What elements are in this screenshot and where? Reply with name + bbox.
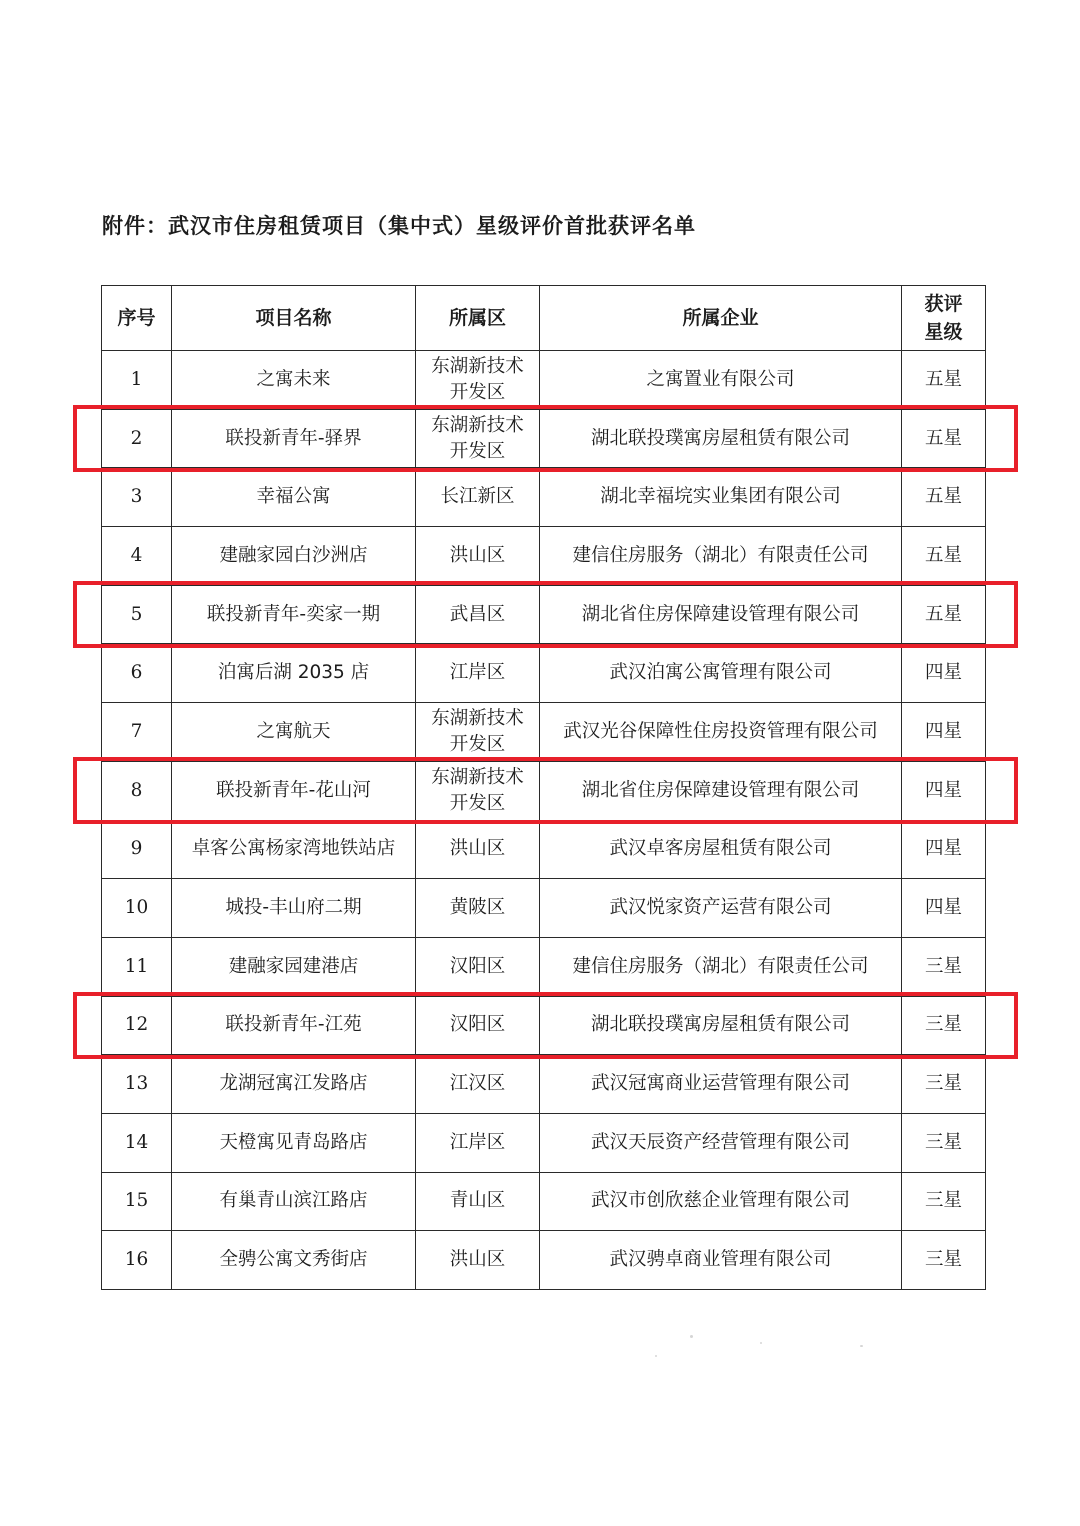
row-district: 黄陂区	[416, 879, 540, 938]
table-row	[102, 1172, 986, 1231]
table-row	[102, 468, 986, 527]
table-body	[102, 351, 986, 1290]
row-project-name: 泊寓后湖 2035 店	[172, 644, 416, 703]
table-row	[102, 1231, 986, 1290]
row-serial-number: 16	[102, 1231, 172, 1290]
row-enterprise: 建信住房服务（湖北）有限责任公司	[540, 527, 902, 586]
row-star-rating: 四星	[902, 703, 986, 762]
scan-speck	[760, 1342, 762, 1344]
row-enterprise: 武汉光谷保障性住房投资管理有限公司	[540, 703, 902, 762]
row-district: 东湖新技术开发区	[416, 409, 540, 468]
row-serial-number: 1	[102, 351, 172, 410]
row-project-name: 全骋公寓文秀街店	[172, 1231, 416, 1290]
table-row	[102, 644, 986, 703]
row-district: 江岸区	[416, 1113, 540, 1172]
row-serial-number: 3	[102, 468, 172, 527]
row-star-rating: 三星	[902, 996, 986, 1055]
row-district: 武昌区	[416, 585, 540, 644]
row-district: 东湖新技术开发区	[416, 761, 540, 820]
table-row	[102, 761, 986, 820]
row-enterprise: 武汉市创欣慈企业管理有限公司	[540, 1172, 902, 1231]
row-district: 东湖新技术开发区	[416, 351, 540, 410]
row-star-rating: 三星	[902, 1055, 986, 1114]
row-district: 洪山区	[416, 820, 540, 879]
row-star-rating: 五星	[902, 409, 986, 468]
row-star-rating: 三星	[902, 937, 986, 996]
header-serial-number: 序号	[102, 286, 172, 351]
row-enterprise: 建信住房服务（湖北）有限责任公司	[540, 937, 902, 996]
table-header-row	[102, 286, 986, 351]
row-star-rating: 三星	[902, 1231, 986, 1290]
row-enterprise: 湖北联投璞寓房屋租赁有限公司	[540, 409, 902, 468]
row-enterprise: 湖北幸福垸实业集团有限公司	[540, 468, 902, 527]
row-district: 江汉区	[416, 1055, 540, 1114]
row-serial-number: 12	[102, 996, 172, 1055]
row-enterprise: 湖北联投璞寓房屋租赁有限公司	[540, 996, 902, 1055]
table-row	[102, 703, 986, 762]
header-star-rating-line2: 星级	[924, 321, 963, 343]
row-project-name: 联投新青年-江苑	[172, 996, 416, 1055]
row-star-rating: 五星	[902, 351, 986, 410]
row-enterprise: 武汉泊寓公寓管理有限公司	[540, 644, 902, 703]
header-star-rating-line1: 获评	[924, 293, 963, 315]
row-enterprise: 湖北省住房保障建设管理有限公司	[540, 761, 902, 820]
table-row	[102, 351, 986, 410]
row-serial-number: 13	[102, 1055, 172, 1114]
row-star-rating: 三星	[902, 1113, 986, 1172]
row-star-rating: 四星	[902, 644, 986, 703]
document-title: 附件：武汉市住房租赁项目（集中式）星级评价首批获评名单	[102, 214, 696, 238]
row-star-rating: 四星	[902, 820, 986, 879]
table-row	[102, 996, 986, 1055]
row-serial-number: 11	[102, 937, 172, 996]
table-row	[102, 1055, 986, 1114]
row-enterprise: 武汉悦家资产运营有限公司	[540, 879, 902, 938]
row-enterprise: 湖北省住房保障建设管理有限公司	[540, 585, 902, 644]
row-project-name: 之寓航天	[172, 703, 416, 762]
scan-speck	[860, 1345, 863, 1347]
row-star-rating: 四星	[902, 879, 986, 938]
row-enterprise: 武汉卓客房屋租赁有限公司	[540, 820, 902, 879]
table-row	[102, 879, 986, 938]
row-star-rating: 五星	[902, 585, 986, 644]
table-row	[102, 937, 986, 996]
row-project-name: 城投-丰山府二期	[172, 879, 416, 938]
header-enterprise: 所属企业	[540, 286, 902, 351]
row-serial-number: 9	[102, 820, 172, 879]
row-serial-number: 5	[102, 585, 172, 644]
row-project-name: 龙湖冠寓江发路店	[172, 1055, 416, 1114]
table-row	[102, 820, 986, 879]
row-star-rating: 三星	[902, 1172, 986, 1231]
row-district: 汉阳区	[416, 937, 540, 996]
row-project-name: 之寓未来	[172, 351, 416, 410]
scan-speck	[655, 1355, 657, 1357]
row-district: 青山区	[416, 1172, 540, 1231]
row-district: 汉阳区	[416, 996, 540, 1055]
row-project-name: 幸福公寓	[172, 468, 416, 527]
row-serial-number: 7	[102, 703, 172, 762]
row-district: 洪山区	[416, 1231, 540, 1290]
row-project-name: 联投新青年-驿界	[172, 409, 416, 468]
row-project-name: 联投新青年-奕家一期	[172, 585, 416, 644]
table-row	[102, 585, 986, 644]
row-enterprise: 武汉天辰资产经营管理有限公司	[540, 1113, 902, 1172]
row-project-name: 建融家园建港店	[172, 937, 416, 996]
row-district: 长江新区	[416, 468, 540, 527]
row-project-name: 天橙寓见青岛路店	[172, 1113, 416, 1172]
row-serial-number: 4	[102, 527, 172, 586]
row-district: 江岸区	[416, 644, 540, 703]
row-project-name: 有巢青山滨江路店	[172, 1172, 416, 1231]
row-star-rating: 四星	[902, 761, 986, 820]
row-enterprise: 武汉骋卓商业管理有限公司	[540, 1231, 902, 1290]
row-serial-number: 14	[102, 1113, 172, 1172]
row-district: 东湖新技术开发区	[416, 703, 540, 762]
row-serial-number: 2	[102, 409, 172, 468]
row-enterprise: 之寓置业有限公司	[540, 351, 902, 410]
rating-list-table	[101, 285, 986, 1290]
row-star-rating: 五星	[902, 468, 986, 527]
row-serial-number: 15	[102, 1172, 172, 1231]
scan-speck	[690, 1335, 693, 1338]
row-serial-number: 6	[102, 644, 172, 703]
row-project-name: 联投新青年-花山河	[172, 761, 416, 820]
header-star-rating	[902, 286, 986, 351]
row-project-name: 卓客公寓杨家湾地铁站店	[172, 820, 416, 879]
table-row	[102, 527, 986, 586]
row-serial-number: 8	[102, 761, 172, 820]
row-serial-number: 10	[102, 879, 172, 938]
row-district: 洪山区	[416, 527, 540, 586]
table-row	[102, 409, 986, 468]
header-project-name: 项目名称	[172, 286, 416, 351]
row-star-rating: 五星	[902, 527, 986, 586]
row-enterprise: 武汉冠寓商业运营管理有限公司	[540, 1055, 902, 1114]
table-row	[102, 1113, 986, 1172]
header-district: 所属区	[416, 286, 540, 351]
row-project-name: 建融家园白沙洲店	[172, 527, 416, 586]
